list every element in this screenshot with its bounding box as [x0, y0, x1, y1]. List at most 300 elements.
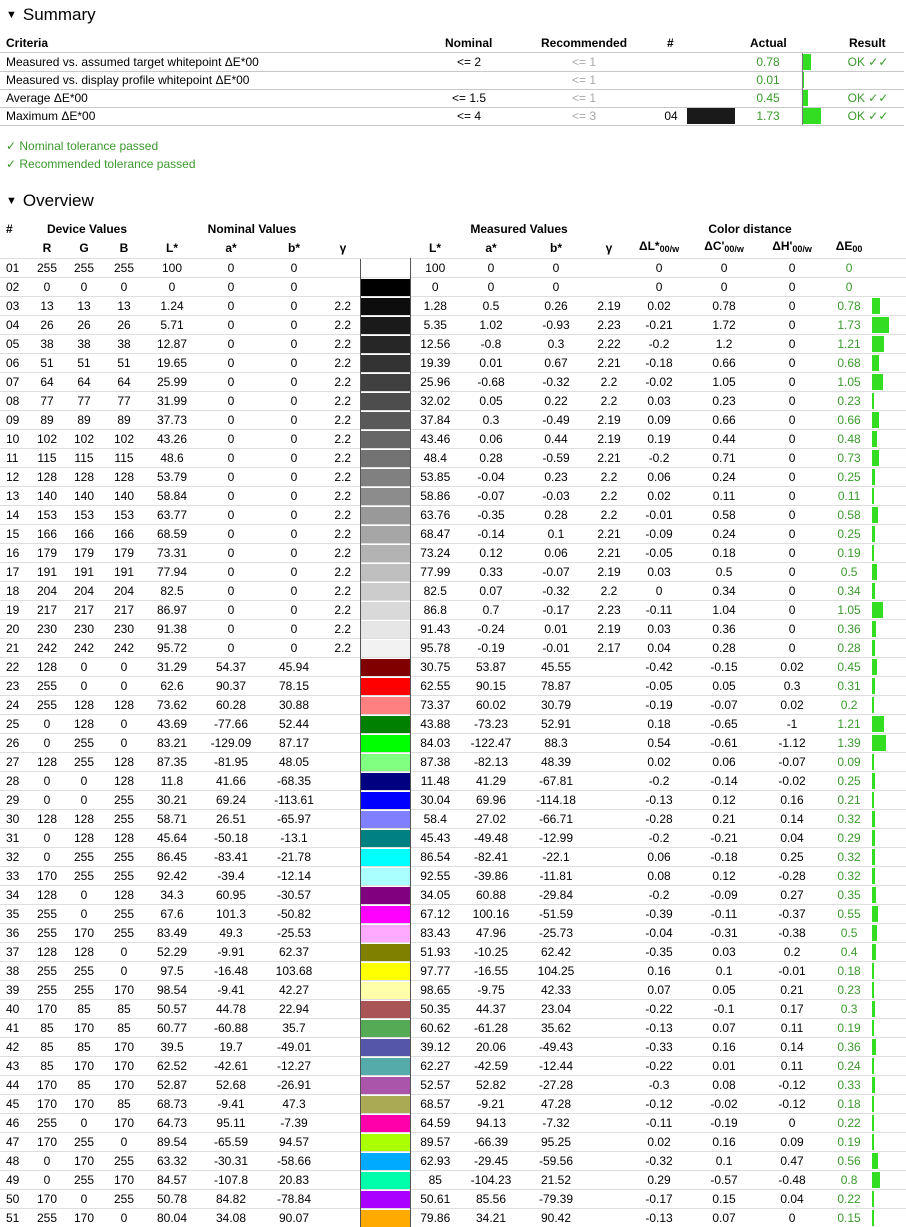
measured-a-cell: 53.87 — [460, 658, 522, 677]
measured-l-cell: 11.48 — [410, 772, 460, 791]
nominal-gamma-cell: 2.2 — [326, 411, 360, 430]
delta-e-bar-cell — [872, 734, 906, 753]
table-row — [0, 791, 906, 810]
num-cell: 05 — [0, 335, 30, 354]
measured-gamma-cell: 2.2 — [590, 487, 628, 506]
measured-b-cell: 42.33 — [522, 981, 590, 1000]
delta-h-cell: 0 — [758, 487, 826, 506]
delta-e-bar — [872, 678, 875, 694]
delta-e-bar — [872, 1134, 874, 1150]
delta-h-cell: 0 — [758, 525, 826, 544]
num-cell: 45 — [0, 1095, 30, 1114]
color-swatch — [360, 1076, 410, 1095]
g-cell: 170 — [64, 1095, 104, 1114]
delta-h-cell: 0.11 — [758, 1057, 826, 1076]
nominal-b-cell: 87.17 — [262, 734, 326, 753]
g-cell: 64 — [64, 373, 104, 392]
color-swatch — [360, 981, 410, 1000]
delta-h-cell: 0.04 — [758, 1190, 826, 1209]
g-cell: 0 — [64, 772, 104, 791]
delta-e-bar-cell — [872, 658, 906, 677]
b-cell: 255 — [104, 810, 144, 829]
delta-h-cell: 0 — [758, 392, 826, 411]
num-cell: 31 — [0, 829, 30, 848]
delta-c-cell: 0.66 — [690, 354, 758, 373]
delta-l-cell: 0 — [628, 259, 690, 278]
measured-gamma-cell: 2.22 — [590, 335, 628, 354]
r-cell: 26 — [30, 316, 64, 335]
delta-h-cell: -0.28 — [758, 867, 826, 886]
nominal-b-cell: -21.78 — [262, 848, 326, 867]
measured-b-cell: -0.03 — [522, 487, 590, 506]
nominal-l-cell: 11.8 — [144, 772, 200, 791]
summary-section-title[interactable] — [6, 5, 96, 27]
nominal-a-cell: 0 — [200, 259, 262, 278]
delta-h-cell: 0 — [758, 1114, 826, 1133]
nominal-gamma-cell — [326, 981, 360, 1000]
recommended-pass-message: ✓ Recommended tolerance passed — [6, 156, 196, 172]
measured-b-cell: 95.25 — [522, 1133, 590, 1152]
g-cell: 85 — [64, 1076, 104, 1095]
table-row — [0, 1057, 906, 1076]
measured-a-cell: 85.56 — [460, 1190, 522, 1209]
delta-e-cell: 0 — [826, 259, 872, 278]
nominal-l-cell: 43.69 — [144, 715, 200, 734]
nominal-a-cell: -65.59 — [200, 1133, 262, 1152]
measured-gamma-cell — [590, 981, 628, 1000]
measured-b-cell: -0.93 — [522, 316, 590, 335]
b-cell: 85 — [104, 1095, 144, 1114]
delta-h-cell: 0.16 — [758, 791, 826, 810]
delta-c-cell: -0.15 — [690, 658, 758, 677]
measured-l-cell: 5.35 — [410, 316, 460, 335]
nominal-b-cell: 0 — [262, 373, 326, 392]
delta-l-cell: 0.03 — [628, 563, 690, 582]
table-row — [0, 563, 906, 582]
delta-e-bar — [872, 659, 877, 675]
r-cell: 170 — [30, 1133, 64, 1152]
r-cell: 140 — [30, 487, 64, 506]
num-cell: 12 — [0, 468, 30, 487]
r-cell: 170 — [30, 867, 64, 886]
delta-c-cell: -0.09 — [690, 886, 758, 905]
overview-section-title[interactable] — [6, 191, 94, 213]
delta-e-cell: 0.29 — [826, 829, 872, 848]
criteria-header: Criteria — [6, 34, 48, 52]
measured-b-cell: 78.87 — [522, 677, 590, 696]
num-cell: 51 — [0, 1209, 30, 1227]
table-row — [0, 601, 906, 620]
delta-e-bar-cell — [872, 506, 906, 525]
b-cell: 255 — [104, 1152, 144, 1171]
num-cell: 19 — [0, 601, 30, 620]
delta-e-bar — [872, 1058, 874, 1074]
color-swatch — [360, 905, 410, 924]
table-row — [0, 525, 906, 544]
delta-l-cell: -0.01 — [628, 506, 690, 525]
table-row — [0, 373, 906, 392]
delta-h-cell: 0 — [758, 506, 826, 525]
nominal-b-cell: -12.14 — [262, 867, 326, 886]
delta-e-cell: 0.4 — [826, 943, 872, 962]
table-row — [0, 620, 906, 639]
measured-b-cell: 23.04 — [522, 1000, 590, 1019]
delta-e-bar-cell — [872, 487, 906, 506]
color-swatch — [360, 1095, 410, 1114]
criteria-cell: Maximum ΔE*00 — [6, 107, 95, 125]
collapse-triangle-icon[interactable]: ▼ — [6, 195, 17, 207]
table-row — [0, 829, 906, 848]
table-row — [0, 810, 906, 829]
g-cell: 170 — [64, 1057, 104, 1076]
b-cell: 255 — [104, 259, 144, 278]
delta-c-cell: 0.05 — [690, 981, 758, 1000]
nominal-gamma-cell — [326, 1000, 360, 1019]
g-cell: 89 — [64, 411, 104, 430]
delta-e-bar-cell — [872, 259, 906, 278]
nominal-l-cell: 86.97 — [144, 601, 200, 620]
nominal-a-cell: 90.37 — [200, 677, 262, 696]
table-row — [0, 734, 906, 753]
summary-row — [0, 71, 904, 90]
nominal-gamma-cell — [326, 259, 360, 278]
color-swatch — [360, 715, 410, 734]
delta-e-bar — [872, 526, 875, 542]
r-cell: 255 — [30, 259, 64, 278]
b-cell: 115 — [104, 449, 144, 468]
delta-l-cell: -0.28 — [628, 810, 690, 829]
nominal-l-cell: 48.6 — [144, 449, 200, 468]
measured-l-cell: 95.78 — [410, 639, 460, 658]
delta-h-cell: 0 — [758, 1209, 826, 1227]
nominal-l-cell: 58.84 — [144, 487, 200, 506]
delta-l-cell: -0.2 — [628, 886, 690, 905]
delta-h-cell: -0.12 — [758, 1076, 826, 1095]
measured-gamma-cell — [590, 715, 628, 734]
delta-c-cell: -0.31 — [690, 924, 758, 943]
nominal-b-cell: -25.53 — [262, 924, 326, 943]
nominal-pass-message: ✓ Nominal tolerance passed — [6, 138, 158, 154]
nominal-gamma-cell: 2.2 — [326, 430, 360, 449]
r-cell: 115 — [30, 449, 64, 468]
nominal-gamma-cell: 2.2 — [326, 335, 360, 354]
summary-title: Summary — [23, 5, 96, 24]
delta-h-cell: -1.12 — [758, 734, 826, 753]
b-cell: 0 — [104, 1133, 144, 1152]
delta-c-cell: 0.03 — [690, 943, 758, 962]
delta-e-bar-cell — [872, 677, 906, 696]
r-cell: 255 — [30, 905, 64, 924]
nominal-gamma-cell — [326, 905, 360, 924]
nominal-b-cell: -50.82 — [262, 905, 326, 924]
num-cell: 11 — [0, 449, 30, 468]
r-cell: 89 — [30, 411, 64, 430]
delta-l-cell: 0.03 — [628, 392, 690, 411]
nominal-a-cell: 60.28 — [200, 696, 262, 715]
nominal-gamma-cell: 2.2 — [326, 354, 360, 373]
worst-patch-swatch — [687, 108, 735, 124]
b-cell: 102 — [104, 430, 144, 449]
table-row — [0, 354, 906, 373]
color-swatch — [360, 487, 410, 506]
b-cell: 255 — [104, 905, 144, 924]
table-row — [0, 1000, 906, 1019]
measured-a-cell: -0.19 — [460, 639, 522, 658]
delta-l-cell: -0.39 — [628, 905, 690, 924]
measured-a-cell: 0.07 — [460, 582, 522, 601]
delta-e-bar — [872, 450, 879, 466]
r-cell: 179 — [30, 544, 64, 563]
measured-gamma-cell — [590, 753, 628, 772]
delta-h-cell: 0.27 — [758, 886, 826, 905]
measured-a-cell: 0 — [460, 259, 522, 278]
nominal-a-cell: 0 — [200, 354, 262, 373]
num-cell: 20 — [0, 620, 30, 639]
nominal-gamma-cell — [326, 886, 360, 905]
b-cell: 128 — [104, 829, 144, 848]
col-delta-l: $\Delta L*_{00/w}$ — [628, 238, 690, 259]
delta-e-cell: 0.34 — [826, 582, 872, 601]
delta-l-cell: -0.32 — [628, 1152, 690, 1171]
measured-l-cell: 12.56 — [410, 335, 460, 354]
measured-l-cell: 84.03 — [410, 734, 460, 753]
measured-gamma-cell: 2.23 — [590, 316, 628, 335]
delta-h-cell: 0 — [758, 468, 826, 487]
delta-c-cell: 0.11 — [690, 487, 758, 506]
delta-e-bar-cell — [872, 525, 906, 544]
measured-b-cell: -67.81 — [522, 772, 590, 791]
delta-c-cell: 0 — [690, 278, 758, 297]
actual-header: Actual — [750, 34, 787, 52]
measured-gamma-cell — [590, 867, 628, 886]
color-swatch — [360, 259, 410, 278]
delta-l-cell: -0.13 — [628, 1209, 690, 1227]
measured-gamma-cell — [590, 1171, 628, 1190]
b-cell: 77 — [104, 392, 144, 411]
measured-l-cell: 37.84 — [410, 411, 460, 430]
delta-l-cell: -0.2 — [628, 829, 690, 848]
nominal-gamma-cell — [326, 677, 360, 696]
measured-l-cell: 30.75 — [410, 658, 460, 677]
measured-a-cell: 69.96 — [460, 791, 522, 810]
color-swatch — [360, 506, 410, 525]
nominal-a-cell: 69.24 — [200, 791, 262, 810]
measured-gamma-cell — [590, 829, 628, 848]
color-swatch — [360, 525, 410, 544]
delta-c-cell: 1.72 — [690, 316, 758, 335]
collapse-triangle-icon[interactable]: ▼ — [6, 9, 17, 21]
num-cell: 34 — [0, 886, 30, 905]
nominal-l-cell: 30.21 — [144, 791, 200, 810]
col-b: B — [104, 238, 144, 259]
color-swatch — [360, 1057, 410, 1076]
measured-a-cell: 0.33 — [460, 563, 522, 582]
delta-e-bar-cell — [872, 411, 906, 430]
col-measured-l: L* — [410, 238, 460, 259]
measured-l-cell: 58.4 — [410, 810, 460, 829]
nominal-gamma-cell — [326, 943, 360, 962]
nominal-a-cell: 0 — [200, 373, 262, 392]
nominal-a-cell: 34.08 — [200, 1209, 262, 1227]
measured-gamma-cell — [590, 1133, 628, 1152]
g-cell: 0 — [64, 1190, 104, 1209]
delta-e-bar-cell — [872, 373, 906, 392]
measured-b-cell: 0 — [522, 278, 590, 297]
recommended-header: Recommended — [541, 34, 627, 52]
nominal-gamma-cell — [326, 1114, 360, 1133]
nominal-b-cell: 0 — [262, 297, 326, 316]
nominal-l-cell: 97.5 — [144, 962, 200, 981]
delta-c-cell: 0.78 — [690, 297, 758, 316]
r-cell: 128 — [30, 810, 64, 829]
g-cell: 217 — [64, 601, 104, 620]
num-cell: 42 — [0, 1038, 30, 1057]
delta-l-cell: -0.18 — [628, 354, 690, 373]
delta-e-bar-cell — [872, 1152, 906, 1171]
delta-e-bar — [872, 963, 874, 979]
g-cell: 242 — [64, 639, 104, 658]
measured-gamma-cell — [590, 791, 628, 810]
g-cell: 255 — [64, 1171, 104, 1190]
measured-a-cell: 47.96 — [460, 924, 522, 943]
measured-gamma-cell — [590, 1057, 628, 1076]
num-cell: 29 — [0, 791, 30, 810]
measured-a-cell: -104.23 — [460, 1171, 522, 1190]
color-swatch — [360, 943, 410, 962]
delta-e-bar-cell — [872, 468, 906, 487]
b-cell: 128 — [104, 886, 144, 905]
delta-e-bar — [872, 1020, 874, 1036]
nominal-b-cell: -26.91 — [262, 1076, 326, 1095]
delta-e-cell: 0.31 — [826, 677, 872, 696]
num-cell: 47 — [0, 1133, 30, 1152]
r-cell: 0 — [30, 791, 64, 810]
color-swatch — [360, 1038, 410, 1057]
measured-gamma-cell: 2.2 — [590, 582, 628, 601]
col-measured-a: a* — [460, 238, 522, 259]
b-cell: 26 — [104, 316, 144, 335]
nominal-b-cell: 45.94 — [262, 658, 326, 677]
delta-l-cell: -0.13 — [628, 1019, 690, 1038]
delta-e-cell: 0.36 — [826, 620, 872, 639]
g-cell: 204 — [64, 582, 104, 601]
delta-c-cell: 0.12 — [690, 791, 758, 810]
b-cell: 255 — [104, 924, 144, 943]
measured-l-cell: 63.76 — [410, 506, 460, 525]
delta-c-cell: 0.1 — [690, 1152, 758, 1171]
table-row — [0, 1114, 906, 1133]
nominal-gamma-cell: 2.2 — [326, 468, 360, 487]
nominal-gamma-cell — [326, 734, 360, 753]
nominal-b-cell: 0 — [262, 335, 326, 354]
nominal-a-cell: -83.41 — [200, 848, 262, 867]
delta-c-cell: 0.36 — [690, 620, 758, 639]
delta-e-cell: 0.22 — [826, 1190, 872, 1209]
nominal-l-cell: 5.71 — [144, 316, 200, 335]
b-cell: 0 — [104, 715, 144, 734]
measured-b-cell: -0.17 — [522, 601, 590, 620]
measured-a-cell: 0.05 — [460, 392, 522, 411]
nominal-l-cell: 34.3 — [144, 886, 200, 905]
color-swatch — [360, 734, 410, 753]
nominal-b-cell: 0 — [262, 468, 326, 487]
delta-c-cell: 0.66 — [690, 411, 758, 430]
delta-h-cell: 0.14 — [758, 810, 826, 829]
nominal-b-cell: 48.05 — [262, 753, 326, 772]
delta-e-bar — [872, 887, 876, 903]
delta-e-cell: 0.18 — [826, 1095, 872, 1114]
num-cell: 48 — [0, 1152, 30, 1171]
nominal-gamma-cell — [326, 1190, 360, 1209]
delta-e-bar-cell — [872, 1209, 906, 1227]
measured-b-cell: 0.22 — [522, 392, 590, 411]
color-swatch — [360, 696, 410, 715]
delta-e-bar — [872, 849, 875, 865]
table-row — [0, 715, 906, 734]
table-row — [0, 449, 906, 468]
measured-gamma-cell — [590, 962, 628, 981]
result-cell: OK ✓✓ — [848, 89, 889, 107]
measured-b-cell: 90.42 — [522, 1209, 590, 1227]
g-cell: 0 — [64, 658, 104, 677]
nominal-gamma-cell — [326, 829, 360, 848]
nominal-a-cell: 0 — [200, 506, 262, 525]
nominal-b-cell: 0 — [262, 639, 326, 658]
delta-e-bar-cell — [872, 563, 906, 582]
nominal-l-cell: 95.72 — [144, 639, 200, 658]
g-cell: 85 — [64, 1038, 104, 1057]
nominal-gamma-cell — [326, 1209, 360, 1227]
delta-h-cell: -0.48 — [758, 1171, 826, 1190]
r-cell: 85 — [30, 1057, 64, 1076]
delta-e-cell: 0.32 — [826, 810, 872, 829]
table-row — [0, 658, 906, 677]
actual-cell: 1.73 — [756, 107, 779, 125]
b-cell: 0 — [104, 1209, 144, 1227]
g-cell: 128 — [64, 715, 104, 734]
table-row — [0, 886, 906, 905]
delta-c-cell: 0.44 — [690, 430, 758, 449]
num-cell: 03 — [0, 297, 30, 316]
nominal-l-cell: 100 — [144, 259, 200, 278]
color-swatch — [360, 316, 410, 335]
nominal-gamma-cell — [326, 1133, 360, 1152]
nominal-b-cell: 22.94 — [262, 1000, 326, 1019]
delta-c-cell: 0.16 — [690, 1133, 758, 1152]
delta-e-bar — [872, 982, 874, 998]
nominal-b-cell: 0 — [262, 259, 326, 278]
b-cell: 128 — [104, 753, 144, 772]
nominal-gamma-cell: 2.2 — [326, 392, 360, 411]
nominal-l-cell: 25.99 — [144, 373, 200, 392]
nominal-l-cell: 52.29 — [144, 943, 200, 962]
nominal-a-cell: 60.95 — [200, 886, 262, 905]
nominal-b-cell: 52.44 — [262, 715, 326, 734]
table-row — [0, 259, 906, 278]
nominal-gamma-cell: 2.2 — [326, 373, 360, 392]
measured-a-cell: 100.16 — [460, 905, 522, 924]
measured-b-cell: 0 — [522, 259, 590, 278]
delta-h-cell: -0.12 — [758, 1095, 826, 1114]
delta-h-cell: 0 — [758, 259, 826, 278]
table-row — [0, 905, 906, 924]
delta-e-bar — [872, 792, 874, 808]
delta-h-cell: 0 — [758, 335, 826, 354]
r-cell: 64 — [30, 373, 64, 392]
measured-l-cell: 0 — [410, 278, 460, 297]
color-swatch — [360, 791, 410, 810]
b-cell: 255 — [104, 1190, 144, 1209]
